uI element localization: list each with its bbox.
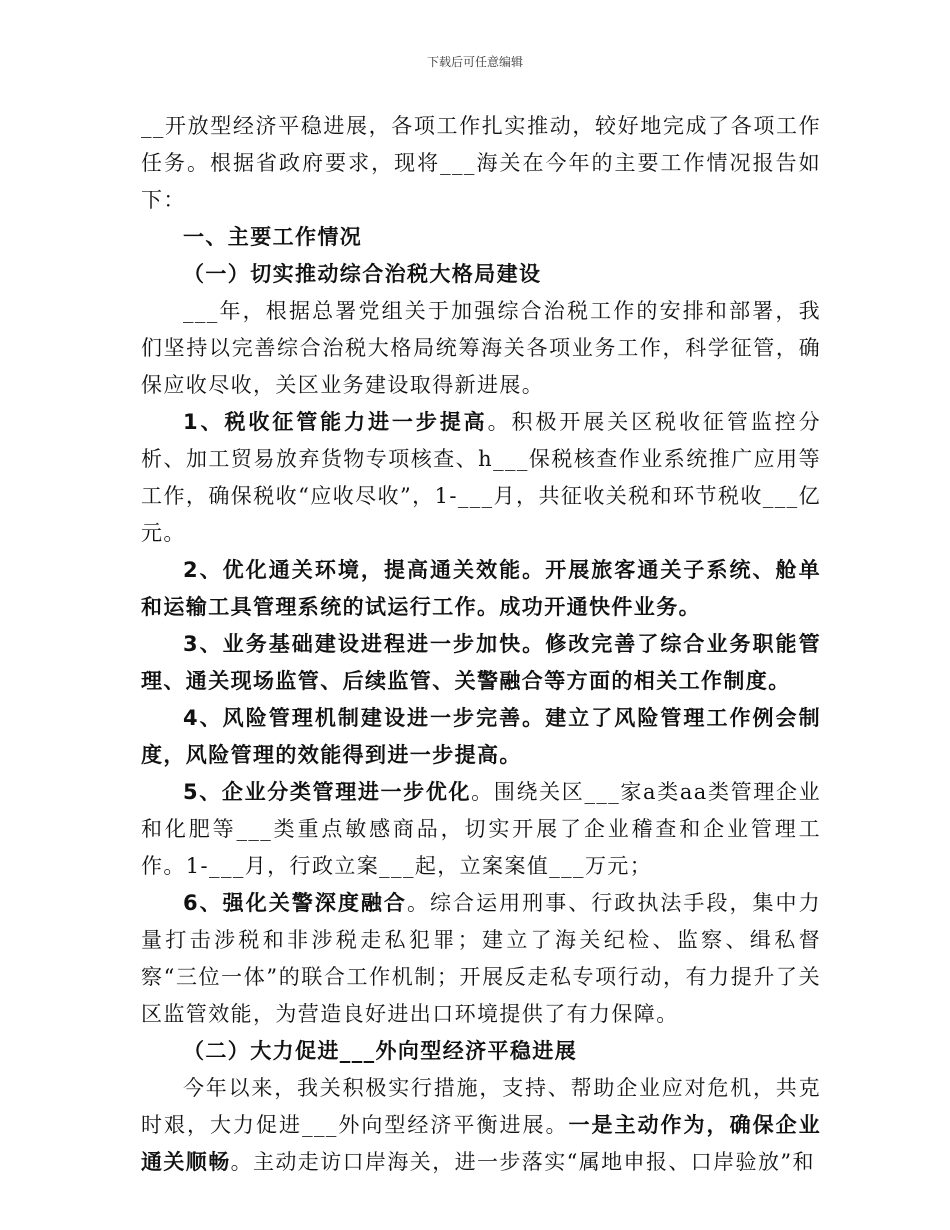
economy-point-1: 一是主动作为，确保企业通关顺畅 bbox=[141, 1113, 822, 1174]
intro-paragraph: __开放型经济平稳进展，各项工作扎实推动，较好地完成了各项工作任务。根据省政府要求，现将___海关在今年的主要工作情况报告如下： bbox=[141, 114, 821, 212]
economy-paragraph bbox=[141, 1070, 821, 1181]
item-1 bbox=[141, 404, 821, 552]
item-2: 2、优化通关环境，提高通关效能。开展旅客通关子系统、舱单和运输工具管理系统的试运行工作。成功开通快件业务。 bbox=[141, 558, 821, 619]
section-heading-main-work: 一、主要工作情况 bbox=[183, 225, 363, 249]
item-6 bbox=[141, 885, 821, 1033]
item-6-title: 6、强化关警深度融合 bbox=[183, 891, 407, 915]
item-5 bbox=[141, 774, 821, 885]
item-1-text: 。积极开展关区税收征管监控分析、加工贸易放弃货物专项核查、h___保税核查作业系统推广应用等工作，确保税收“应收尽收”，1-___月，共征收关税和环节税收___亿元。 bbox=[141, 410, 821, 545]
tax-paragraph: ___年，根据总署党组关于加强综合治税工作的安排和部署，我们坚持以完善综合治税大格局统筹海关各项业务工作，科学征管，确保应收尽收，关区业务建设取得新进展。 bbox=[141, 299, 821, 397]
item-5-title: 5、企业分类管理进一步优化 bbox=[183, 780, 472, 804]
economy-text-1: 今年以来，我关积极实行措施，支持、帮助企业应对危机，共克时艰，大力促进___外向型经济平衡进展。 bbox=[141, 1076, 821, 1137]
document-body bbox=[141, 108, 821, 1181]
subsection-heading-economy: （二）大力促进___外向型经济平稳进展 bbox=[183, 1039, 578, 1063]
item-6-text: 。综合运用刑事、行政执法手段，集中力量打击涉税和非涉税走私犯罪；建立了海关纪检、监察、缉私督察“三位一体”的联合工作机制；开展反走私专项行动，有力提升了关区监管效能，为营造良好进出口环境提供了有力保障。 bbox=[141, 891, 821, 1026]
item-1-title: 1、税收征管能力进一步提高 bbox=[183, 410, 488, 434]
page-header: 下载后可任意编辑 bbox=[426, 55, 523, 69]
economy-text-2: 。主动走访口岸海关，进一步落实“属地申报、口岸验放”和 bbox=[230, 1150, 815, 1174]
subsection-heading-tax: （一）切实推动综合治税大格局建设 bbox=[183, 262, 542, 286]
item-3: 3、业务基础建设进程进一步加快。修改完善了综合业务职能管理、通关现场监管、后续监管、关警融合等方面的相关工作制度。 bbox=[141, 632, 821, 693]
item-4: 4、风险管理机制建设进一步完善。建立了风险管理工作例会制度，风险管理的效能得到进一步提高。 bbox=[141, 706, 821, 767]
item-5-text: 。围绕关区___家a类aa类管理企业和化肥等___类重点敏感商品，切实开展了企业稽查和企业管理工作。1-___月，行政立案___起，立案案值___万元； bbox=[141, 780, 822, 878]
